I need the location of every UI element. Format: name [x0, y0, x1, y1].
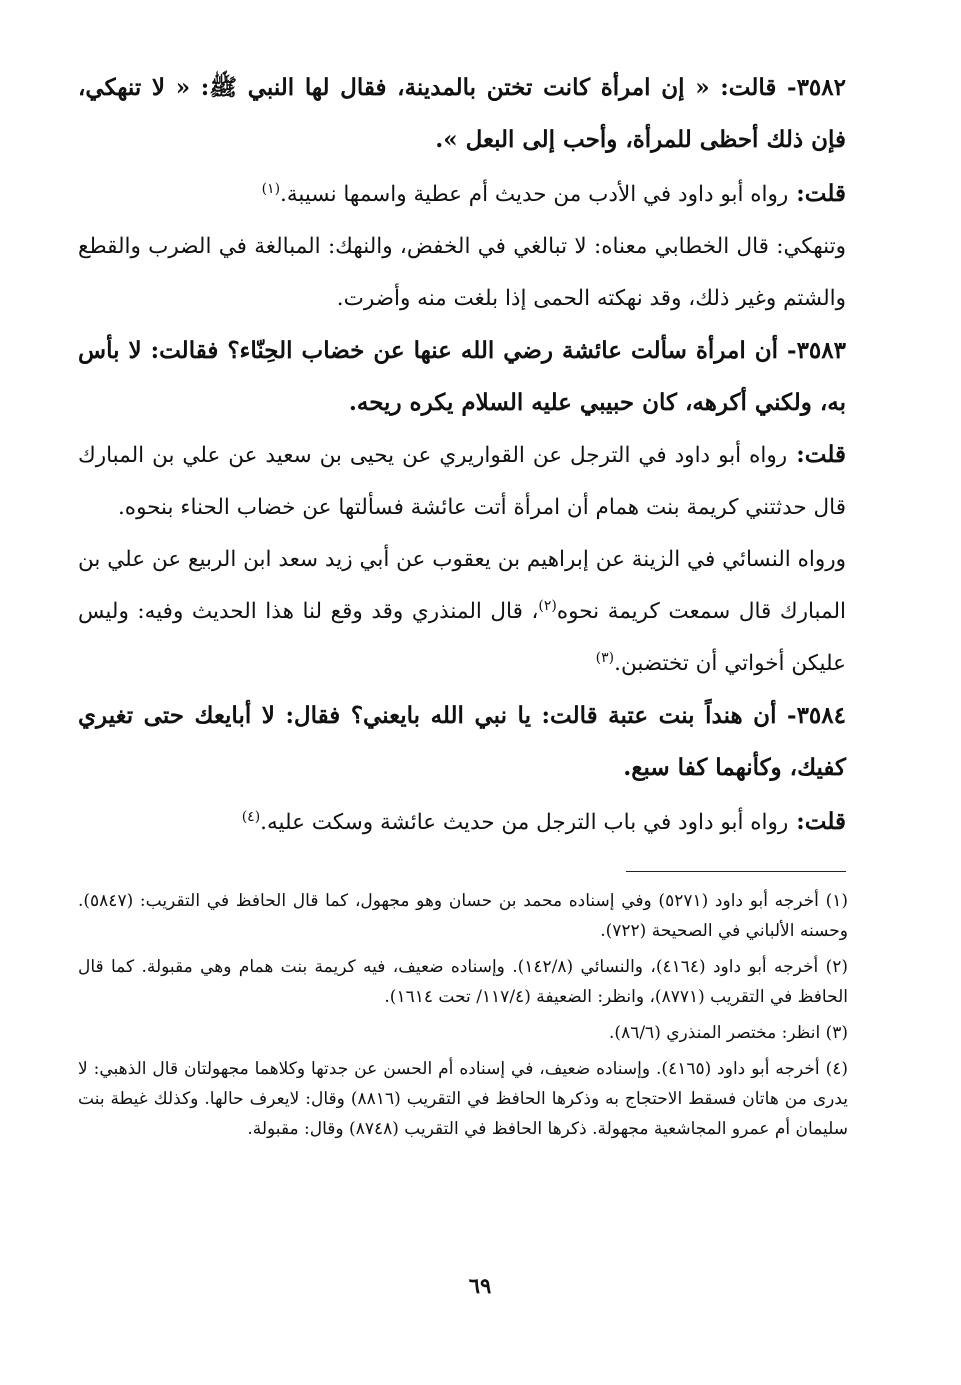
qult-label: قلت:: [788, 808, 846, 835]
hadith-3583: [78, 325, 846, 429]
page-number: ٦٩: [468, 1273, 492, 1298]
hadith-3582: [78, 62, 846, 166]
hadith-number: ٣٥٨٤-: [776, 702, 846, 729]
footnote-1: (١) أخرجه أبو داود (٥٢٧١) وفي إسناده محمد بن حسان وهو مجهول، كما قال الحافظ في التقريب: (٥٨٤٧). وحسنه الألباني في الصحيحة (٧٢٢).: [78, 891, 848, 941]
footnote-ref: (٢): [538, 597, 557, 614]
commentary: [78, 168, 846, 221]
hadith-text: قالت: « إن امرأة كانت تختن بالمدينة، فقال لها النبي ﷺ: « لا تنهكي، فإن ذلك أحظى للمرأة، وأحب إلى البعل ».: [78, 74, 846, 153]
hadith-text: أن امرأة سألت عائشة رضي الله عنها عن خضاب الحِنّاء؟ فقالت: لا بأس به، ولكني أكرهه، كان حبيبي عليه السلام يكره ريحه.: [78, 337, 846, 416]
footnote-ref: (١): [261, 180, 281, 197]
hadith-3584: [78, 690, 846, 794]
footnote-ref: (٤): [241, 808, 261, 825]
qult-label: قلت:: [788, 180, 846, 207]
footnote-ref: (٣): [595, 649, 615, 666]
main-text: [78, 62, 846, 849]
commentary-text: رواه أبو داود في باب الترجل من حديث عائشة وسكت عليه.: [260, 810, 789, 835]
commentary: [78, 221, 846, 325]
commentary-text: ورواه النسائي في الزينة عن إبراهيم بن يعقوب عن أبي زيد سعد ابن الربيع عن علي بن المبارك قال سمعت كريمة نحوه: [78, 547, 846, 624]
hadith-text: أن هنداً بنت عتبة قالت: يا نبي الله بايعني؟ فقال: لا أبايعك حتى تغيري كفيك، وكأنهما كفا سبع.: [78, 702, 846, 781]
footnote-divider: [626, 871, 846, 872]
footnote-4: (٤) أخرجه أبو داود (٤١٦٥). وإسناده ضعيف، في إسناده أم الحسن عن جدتها وكلاهما مجهولتان قال الذهبي: لا يدرى من هاتان فسقط الاحتجاج به وذكرها الحافظ في التقريب (٨٨١٦) وقال: لايعرف حالها. وكذلك غيطة بنت سليمان أم عمرو المجاشعية مجهولة. ذكرها الحافظ في التقريب (٨٧٤٨) وقال: مقبولة.: [78, 1059, 849, 1139]
commentary-text: وتنهكي: قال الخطابي معناه: لا تبالغي في الخفض، والنهك: المبالغة في الضرب والقطع والشتم وغير ذلك، وقد نهكته الحمى إذا بلغت منه وأضرت.: [78, 234, 846, 311]
qult-label: قلت:: [787, 441, 846, 468]
commentary: [78, 796, 846, 849]
hadith-number: ٣٥٨٣-: [778, 337, 846, 364]
footnote-3: (٣) انظر: مختصر المنذري (٨٦/٦).: [609, 1023, 848, 1043]
footnote-2: (٢) أخرجه أبو داود (٤١٦٤)، والنسائي (١٤٢/٨). وإسناده ضعيف، فيه كريمة بنت همام وهي مقبولة. كما قال الحافظ في التقريب (٨٧٧١)، وانظر: الضعيفة (١١٧/٤/ تحت ١٦١٤).: [78, 957, 848, 1007]
commentary-text: رواه أبو داود في الترجل عن القواريري عن يحيى بن سعيد عن علي بن المبارك قال حدثتني كريمة بنت همام أن امرأة أتت عائشة فسألتها عن خضاب الحناء بنحوه.: [78, 443, 846, 520]
commentary: [78, 429, 846, 534]
footnotes: [78, 886, 848, 1150]
commentary-text: رواه أبو داود في الأدب من حديث أم عطية واسمها نسيبة.: [280, 182, 789, 207]
hadith-number: ٣٥٨٢-: [776, 74, 846, 101]
commentary: [78, 534, 846, 690]
commentary-text: ، قال المنذري وقد وقع لنا هذا الحديث وفيه: وليس عليكن أخواتي أن تختضبن.: [78, 599, 846, 676]
